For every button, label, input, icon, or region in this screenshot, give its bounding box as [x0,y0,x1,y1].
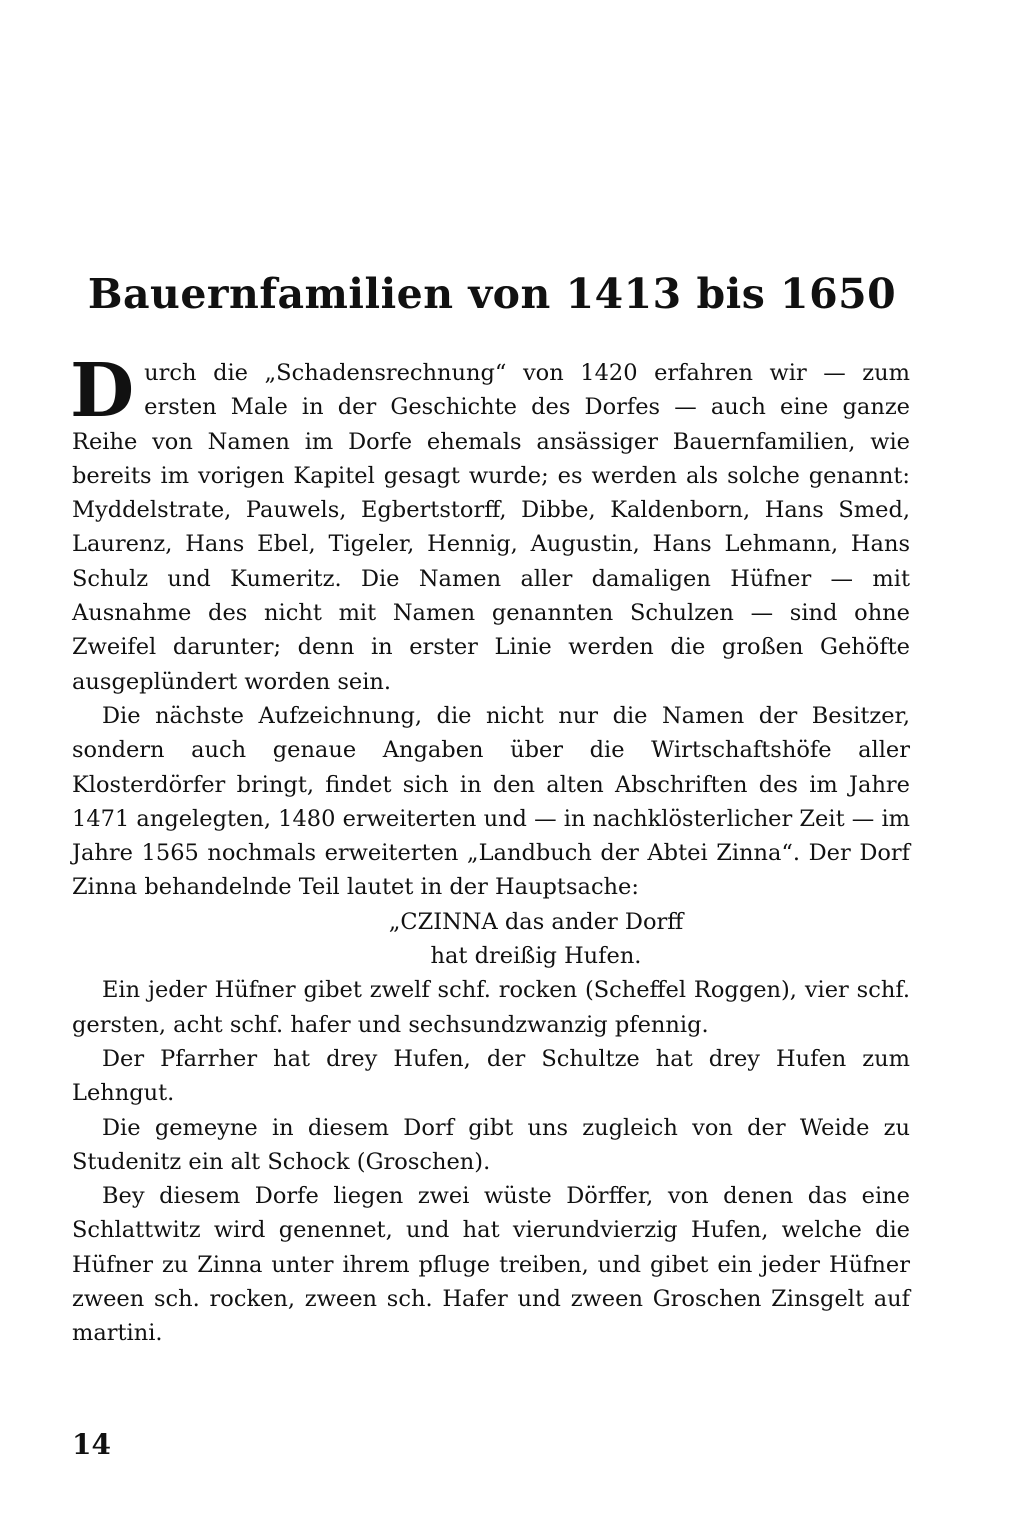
drop-cap: D [70,348,135,434]
page-number: 14 [72,1428,111,1461]
paragraph-1 [70,348,910,699]
paragraph-1-text: urch die „Schadensrechnung“ von 1420 erfahren wir — zum ersten Male in der Geschichte des Dorfes — auch eine ganze Reihe von Namen im Dorfe ehemals ansässiger Bauernfamilien, wie bereits im vorigen Kapitel gesagt wurde; es werden als solche genannt: Myddelstrate, Pauwels, Egbertstorff, Dibbe, Kaldenborn, Hans Smed, Laurenz, Hans Ebel, Tigeler, Hennig, Augustin, Hans Lehmann, Hans Schulz und Kumeritz. Die Namen aller damaligen Hüfner — mit Ausnahme des nicht mit Namen genannten Schulzen — sind ohne Zweifel darunter; denn in erster Linie werden die großen Gehöfte ausgeplündert worden sein. [72,360,910,695]
quote-paragraph-1: Ein jeder Hüfner gibet zwelf schf. rocken (Scheffel Roggen), vier schf. gersten, acht schf. hafer und sechsundzwanzig pfennig. [72,977,910,1038]
quote-paragraph-2: Der Pfarrher hat drey Hufen, der Schultze hat drey Hufen zum Lehngut. [72,1045,910,1107]
quote-heading-line-1: „CZINNA das ander Dorff [388,908,684,935]
chapter-title: Bauernfamilien von 1413 bis 1650 [87,270,897,318]
body-text [70,348,910,1351]
quote-heading-line-2: hat dreißig Hufen. [430,943,642,970]
paragraph-2: Die nächste Aufzeichnung, die nicht nur die Namen der Besitzer, sondern auch genaue Angaben über die Wirtschaftshöfe aller Klosterdörfer bringt, findet sich in den alten Abschriften des im Jahre 1471 angelegten, 1480 erweiterten und — in nachklösterlicher Zeit — im Jahre 1565 nochmals erweiterten „Landbuch der Abtei Zinna“. Der Dorf Zinna behandelnde Teil lautet in der Hauptsache: [72,702,910,901]
quote-paragraph-4: Bey diesem Dorfe liegen zwei wüste Dörffer, von denen das eine Schlattwitz wird genennet, und hat vierundvierzig Hufen, welche die Hüfner zu Zinna unter ihrem pfluge treiben, und gibet ein jeder Hüfner zween sch. rocken, zween sch. Hafer und zween Groschen Zinsgelt auf martini. [72,1183,910,1347]
quote-paragraph-3: Die gemeyne in diesem Dorf gibt uns zugleich von der Weide zu Studenitz ein alt Schock (Groschen). [72,1114,910,1175]
